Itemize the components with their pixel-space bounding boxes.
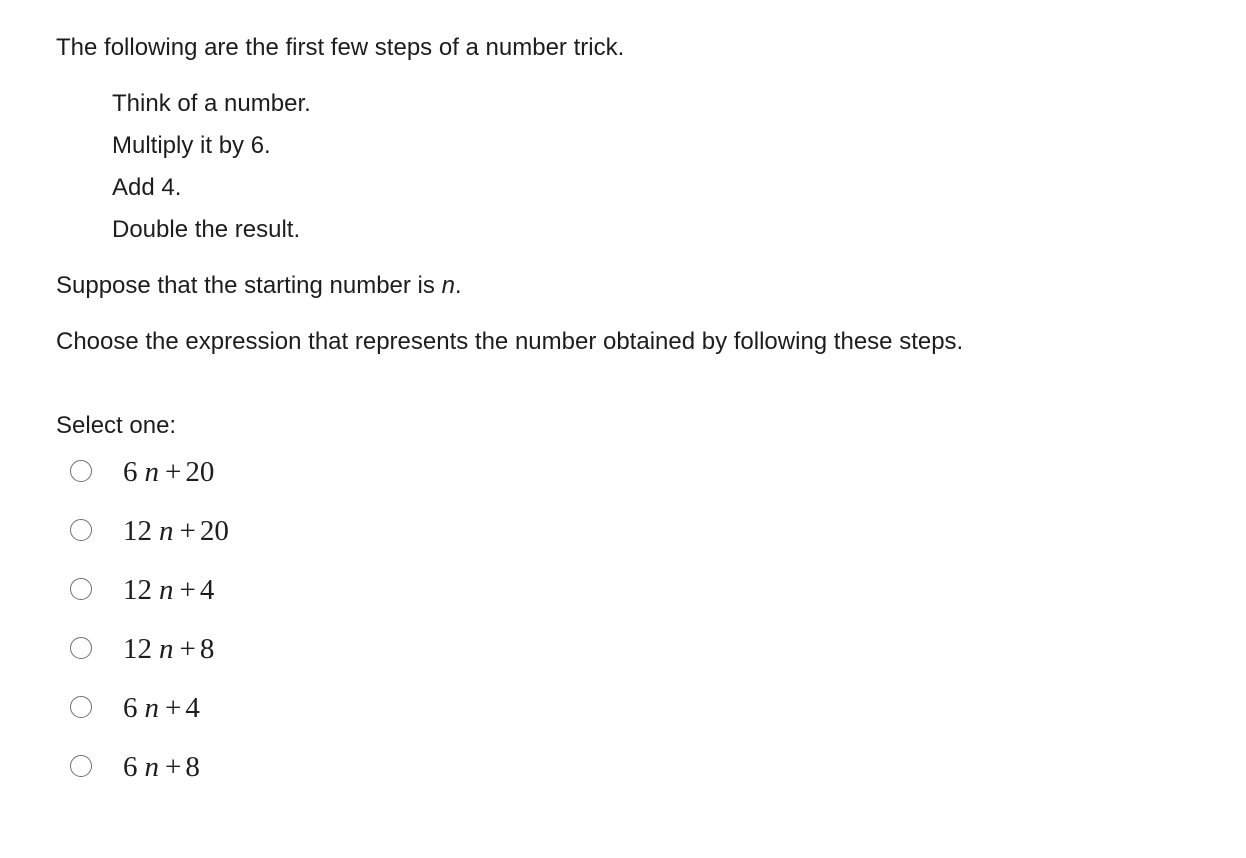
expr-variable: n [144, 751, 159, 783]
expr-variable: n [144, 456, 159, 488]
answer-options [70, 454, 229, 808]
suppose-suffix: . [454, 272, 462, 299]
answer-option-2[interactable] [70, 513, 229, 572]
trick-step: Double the result. [112, 216, 301, 243]
expr-coefficient: 12 [123, 515, 152, 547]
answer-option-1[interactable] [70, 454, 229, 513]
answer-option-6[interactable] [70, 749, 229, 808]
expr-coefficient: 6 [123, 751, 138, 783]
radio-button[interactable] [70, 755, 92, 777]
radio-button[interactable] [70, 637, 92, 659]
option-expression [123, 631, 214, 667]
option-expression [123, 454, 214, 490]
radio-button[interactable] [70, 578, 92, 600]
expr-coefficient: 12 [123, 633, 152, 665]
suppose-variable: n [441, 272, 455, 299]
option-expression [123, 513, 229, 549]
expr-coefficient: 6 [123, 692, 138, 724]
question-intro: The following are the first few steps of a number trick. [56, 34, 625, 61]
expr-coefficient: 12 [123, 574, 152, 606]
suppose-prefix: Suppose that the starting number is [56, 272, 442, 299]
trick-step: Think of a number. [112, 90, 311, 117]
suppose-statement [56, 271, 462, 301]
expr-constant: 4 [199, 574, 215, 606]
option-expression [123, 749, 200, 785]
expr-variable: n [159, 633, 174, 665]
expr-coefficient: 6 [123, 456, 138, 488]
expr-constant: 8 [199, 633, 215, 665]
answer-option-3[interactable] [70, 572, 229, 631]
expr-operator: + [179, 574, 196, 606]
select-one-label: Select one: [56, 412, 177, 439]
question-instruction: Choose the expression that represents the number obtained by following these steps. [56, 328, 964, 355]
radio-button[interactable] [70, 519, 92, 541]
expr-operator: + [165, 692, 182, 724]
option-expression [123, 572, 214, 608]
expr-constant: 8 [185, 751, 200, 783]
radio-button[interactable] [70, 460, 92, 482]
expr-operator: + [165, 751, 182, 783]
expr-variable: n [159, 515, 174, 547]
radio-button[interactable] [70, 696, 92, 718]
expr-operator: + [179, 633, 196, 665]
expr-constant: 4 [185, 692, 200, 724]
expr-constant: 20 [199, 515, 229, 547]
trick-step: Multiply it by 6. [112, 132, 271, 159]
answer-option-4[interactable] [70, 631, 229, 690]
expr-variable: n [159, 574, 174, 606]
expr-operator: + [179, 515, 196, 547]
expr-operator: + [165, 456, 182, 488]
option-expression [123, 690, 200, 726]
expr-variable: n [144, 692, 159, 724]
expr-constant: 20 [185, 456, 215, 488]
trick-steps-list [112, 89, 311, 257]
trick-step: Add 4. [112, 174, 182, 201]
answer-option-5[interactable] [70, 690, 229, 749]
